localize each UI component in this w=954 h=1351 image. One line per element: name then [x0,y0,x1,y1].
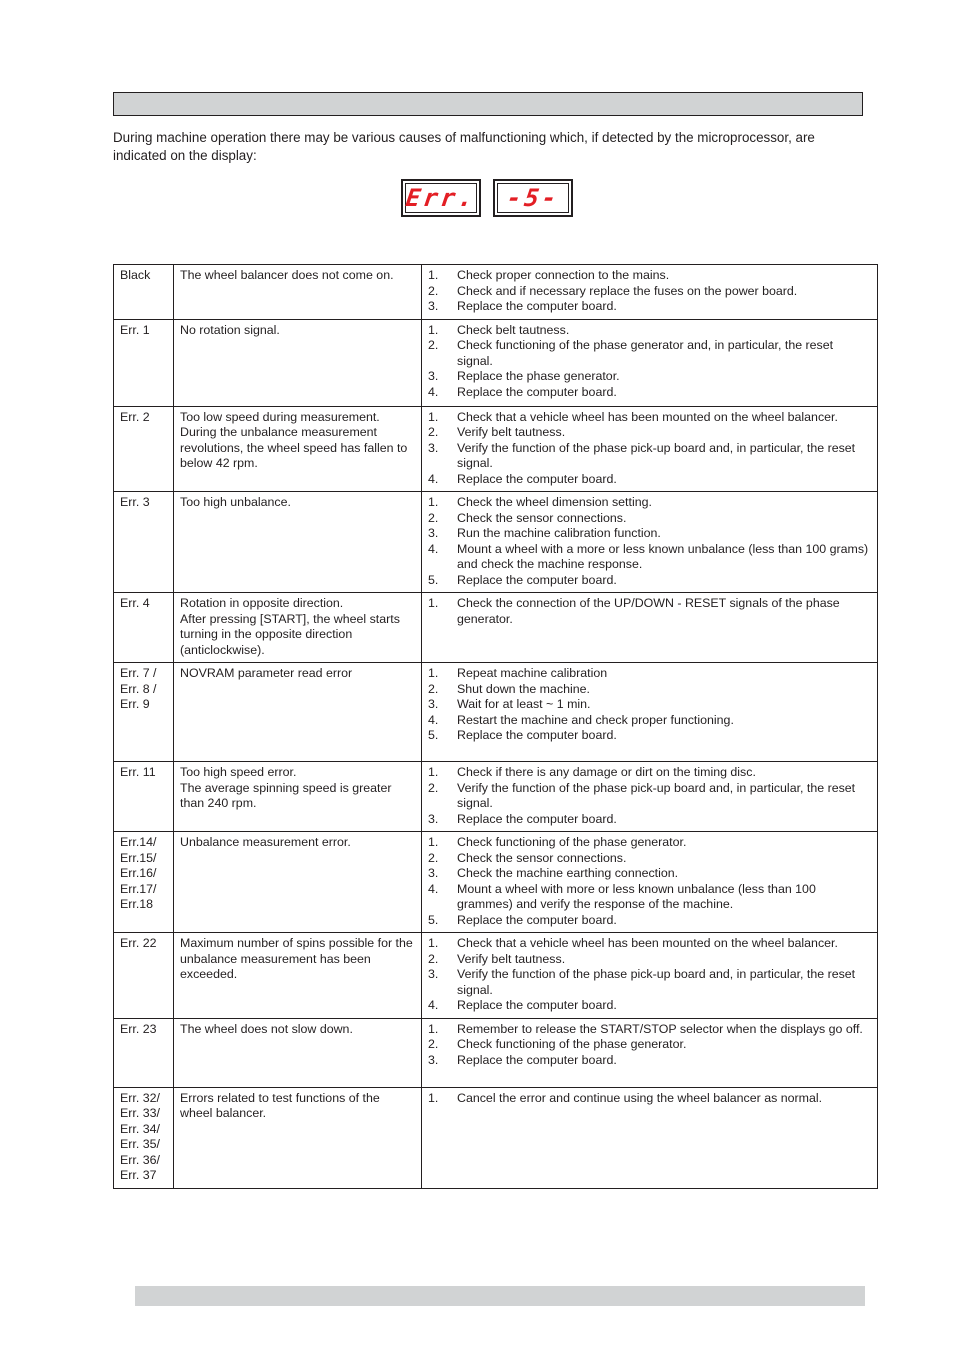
remedy-cell [422,663,878,762]
remedy-item: 4. Restart the machine and check proper functioning. [428,712,734,727]
error-description: Too low speed during measurement. During the unbalance measurement revolutions, the wheel speed has fallen to below 42 rpm. [174,406,422,492]
remedy-list [428,268,871,315]
remedy-cell [422,1087,878,1188]
remedy-item: 1. Check the wheel dimension setting. [428,495,652,509]
intro-paragraph: During machine operation there may be various causes of malfunctioning which, if detected by the microprocessor, are indicated on the display: [113,130,815,163]
error-code: Err. 1 [114,319,174,406]
display-right [493,179,573,217]
error-description: The wheel does not slow down. [174,1018,422,1087]
error-description: Unbalance measurement error. [174,832,422,933]
remedy-item: 2. Verify belt tautness. [428,425,566,439]
table-row [114,265,878,320]
error-code: Err. 7 / Err. 8 / Err. 9 [114,663,174,762]
remedy-cell [422,265,878,320]
error-code: Err. 3 [114,492,174,593]
remedy-item: 3. Run the machine calibration function. [428,526,661,540]
error-code: Err. 2 [114,406,174,492]
remedy-item: 1. Repeat machine calibration [428,666,608,680]
remedy-item: 5. Replace the computer board. [428,912,617,927]
remedy-list [428,666,871,744]
remedy-item: 2. Check functioning of the phase generator. [428,1037,687,1051]
error-description: Too high speed error. The average spinning speed is greater than 240 rpm. [174,762,422,832]
display-left [401,179,481,217]
remedy-list [428,936,871,1014]
remedy-item: 5. Replace the computer board. [428,572,617,587]
error-code: Err. 11 [114,762,174,832]
remedy-item: 1. Check proper connection to the mains. [428,268,670,282]
section-title-bar [113,92,863,116]
remedy-cell [422,492,878,593]
remedy-item: 4. Mount a wheel with a more or less known unbalance (less than 100 grams) and check the machine response. [428,541,869,571]
remedy-list [428,1091,871,1107]
remedy-item: 1. Check the connection of the UP/DOWN - RESET signals of the phase generator. [428,596,840,626]
remedy-item: 2. Verify the function of the phase pick-up board and, in particular, the reset signal. [428,780,856,810]
error-code: Err. 22 [114,933,174,1019]
error-code: Err. 32/ Err. 33/ Err. 34/ Err. 35/ Err. 36/ Err. 37 [114,1087,174,1188]
table-row [114,663,878,762]
remedy-cell [422,762,878,832]
remedy-item: 2. Shut down the machine. [428,681,590,696]
remedy-item: 3. Replace the computer board. [428,1052,617,1067]
error-code: Err. 4 [114,593,174,663]
remedy-cell [422,933,878,1019]
remedy-item: 1. Check functioning of the phase generator. [428,835,687,849]
error-description: Rotation in opposite direction. After pressing [START], the wheel starts turning in the opposite direction (anticlockwise). [174,593,422,663]
remedy-item: 1. Check that a vehicle wheel has been mounted on the wheel balancer. [428,409,838,424]
remedy-item: 2. Verify belt tautness. [428,951,566,966]
remedy-item: 3. Verify the function of the phase pick-up board and, in particular, the reset signal. [428,440,856,470]
remedy-cell [422,406,878,492]
remedy-item: 2. Check and if necessary replace the fuses on the power board. [428,283,798,298]
remedy-item: 3. Check the machine earthing connection. [428,866,679,880]
remedy-item: 1. Remember to release the START/STOP selector when the displays go off. [428,1021,863,1036]
error-code: Err.14/ Err.15/ Err.16/ Err.17/ Err.18 [114,832,174,933]
remedy-item: 1. Check belt tautness. [428,322,570,337]
remedy-list [428,410,871,488]
remedy-list [428,765,871,827]
display-left-text: Err. [404,184,478,212]
error-table [113,264,878,1189]
table-row [114,593,878,663]
remedy-item: 2. Check functioning of the phase generator and, in particular, the reset signal. [428,338,834,368]
remedy-list [428,596,871,627]
remedy-item: 1. Check if there is any damage or dirt on the timing disc. [428,765,756,779]
error-code: Black [114,265,174,320]
remedy-item: 3. Replace the computer board. [428,299,617,313]
remedy-list [428,835,871,928]
remedy-item: 4. Replace the computer board. [428,998,617,1012]
footer-bar [135,1286,865,1306]
remedy-item: 1. Cancel the error and continue using the wheel balancer as normal. [428,1090,823,1105]
remedy-list [428,495,871,588]
table-row [114,933,878,1019]
error-description: No rotation signal. [174,319,422,406]
remedy-cell [422,593,878,663]
remedy-item: 5. Replace the computer board. [428,728,617,742]
remedy-cell [422,319,878,406]
remedy-item: 2. Check the sensor connections. [428,850,627,865]
remedy-item: 1. Check that a vehicle wheel has been mounted on the wheel balancer. [428,936,838,950]
table-row [114,1018,878,1087]
remedy-list [428,1022,871,1069]
error-description: Too high unbalance. [174,492,422,593]
table-row [114,832,878,933]
error-description: Errors related to test functions of the wheel balancer. [174,1087,422,1188]
error-description: NOVRAM parameter read error [174,663,422,762]
table-row [114,492,878,593]
error-description: The wheel balancer does not come on. [174,265,422,320]
table-row [114,762,878,832]
display-right-text: -5- [504,184,562,212]
error-code: Err. 23 [114,1018,174,1087]
table-row [114,319,878,406]
remedy-item: 4. Replace the computer board. [428,471,617,486]
remedy-item: 3. Replace the phase generator. [428,369,620,383]
remedy-item: 3. Verify the function of the phase pick-up board and, in particular, the reset signal. [428,967,856,997]
remedy-item: 2. Check the sensor connections. [428,510,627,525]
error-description: Maximum number of spins possible for the unbalance measurement has been exceeded. [174,933,422,1019]
remedy-item: 4. Replace the computer board. [428,384,617,399]
remedy-item: 3. Replace the computer board. [428,811,617,826]
table-row [114,406,878,492]
table-row [114,1087,878,1188]
remedy-list [428,323,871,401]
remedy-item: 4. Mount a wheel with more or less known unbalance (less than 100 grammes) and verify the response of the machine. [428,881,816,911]
remedy-cell [422,1018,878,1087]
remedy-item: 3. Wait for at least ~ 1 min. [428,697,591,711]
remedy-cell [422,832,878,933]
